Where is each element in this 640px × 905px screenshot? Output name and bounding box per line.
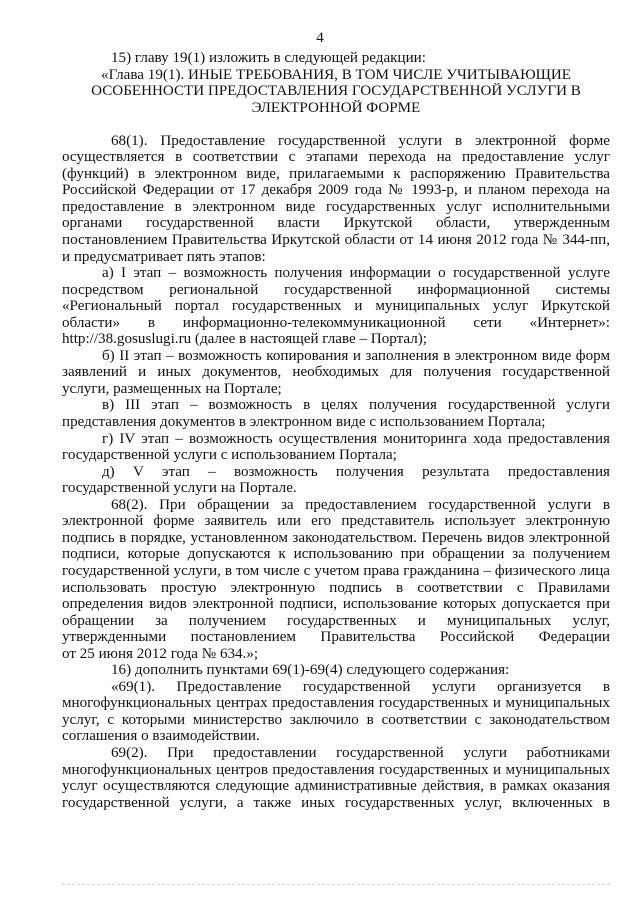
text-line: многофункциональных центров предоставления государственных и муниципальных [62,761,610,778]
text-line: 16) дополнить пунктами 69(1)-69(4) следующего содержания: [111,662,510,679]
text-line: использовать простую электронную подпись в соответствии с Правилами [62,579,610,596]
text-line: электронной форме заявитель или его представитель использует электронную [62,513,610,530]
text-line: постановлением Правительства Иркутской области от 14 июня 2012 года № 344-пп, [62,232,610,249]
text-line: от 25 июня 2012 года № 634.»; [62,645,259,662]
text-line: ЭЛЕКТРОННОЙ ФОРМЕ [251,99,421,116]
text-line: 69(2). При предоставлении государственной услуги работниками [111,744,610,761]
text-line: «Глава 19(1). ИНЫЕ ТРЕБОВАНИЯ, В ТОМ ЧИСЛЕ УЧИТЫВАЮЩИЕ [101,66,571,83]
text-line: ОСОБЕННОСТИ ПРЕДОСТАВЛЕНИЯ ГОСУДАРСТВЕННОЙ УСЛУГИ В [91,83,581,100]
text-line: г) IV этап – возможность осуществления мониторинга хода предоставления [102,430,610,447]
text-line: области» в информационно-телекоммуникационной сети «Интернет»: [62,314,610,331]
text-line: услуг осуществляются следующие административные действия, в рамках оказания [62,778,610,795]
text-line: осуществляется в соответствии с этапами перехода на предоставление услуг [62,149,610,166]
text-line: обращении за получением государственных и муниципальных услуг, [62,612,610,629]
text-line: 68(2). При обращении за предоставлением государственной услуги в [111,496,610,513]
text-line: http://38.gosuslugi.ru (далее в настоящей главе – Портал); [62,331,427,348]
text-line: услуг, с которыми министерство заключило в соответствии с законодательством [62,711,610,728]
text-line: в) III этап – возможность в целях получения государственной услуги [102,397,610,414]
text-line: услуги, размещенных на Портале; [62,380,282,397]
text-line: государственной услуги на Портале. [62,480,297,497]
text-line: соглашения о взаимодействии. [62,728,260,745]
text-line: Российской Федерации от 17 декабря 2009 года № 1993-р, и планом перехода на [62,182,610,199]
text-line: государственной услуги, а также иных государственных услуг, включенных в [62,794,610,811]
text-line: заявлений и иных документов, необходимых для получения государственной [62,364,610,381]
text-line: представления документов в электронном виде с использованием Портала; [62,414,546,431]
text-line: б) II этап – возможность копирования и заполнения в электронном виде форм [102,347,610,364]
text-line: 15) главу 19(1) изложить в следующей редакции: [111,50,426,66]
text-line: государственной услуги с использованием Портала; [62,447,397,464]
text-line: утвержденными постановлением Правительства Российской Федерации [62,629,610,646]
text-line: (функций) в электронном виде, прилагаемыми к распоряжению Правительства [62,165,610,182]
text-line: и предусматривает пять этапов: [62,248,266,265]
paragraph-gap [62,116,610,133]
document-body [62,50,610,811]
text-line: а) I этап – возможность получения информации о государственной услуге [102,265,610,282]
text-line: «Региональный портал государственных и муниципальных услуг Иркутской [62,298,610,315]
text-line: посредством региональной государственной информационной системы [62,281,610,298]
text-line: д) V этап – возможность получения результата предоставления [102,463,610,480]
text-line: подписи, которые допускаются к использованию при обращении за получением [62,546,610,563]
text-line: государственной услуги, в том числе с учетом права гражданина – физического лица [62,562,610,579]
scan-footer-mark [62,884,610,891]
text-line: подпись в порядке, установленном законодательством. Перечень видов электронной [62,529,610,546]
text-line: «69(1). Предоставление государственной услуги организуется в [111,678,610,695]
text-line: 68(1). Предоставление государственной услуги в электронной форме [111,132,610,149]
page-number: 4 [316,30,324,46]
text-line: многофункциональных центрах предоставления государственных и муниципальных [62,695,610,712]
text-line: органами государственной власти Иркутской области, утвержденным [62,215,610,232]
text-line: определения видов электронной подписи, использование которых допускается при [62,596,610,613]
text-line: предоставление в электронном виде государственных услуг исполнительными [62,198,610,215]
